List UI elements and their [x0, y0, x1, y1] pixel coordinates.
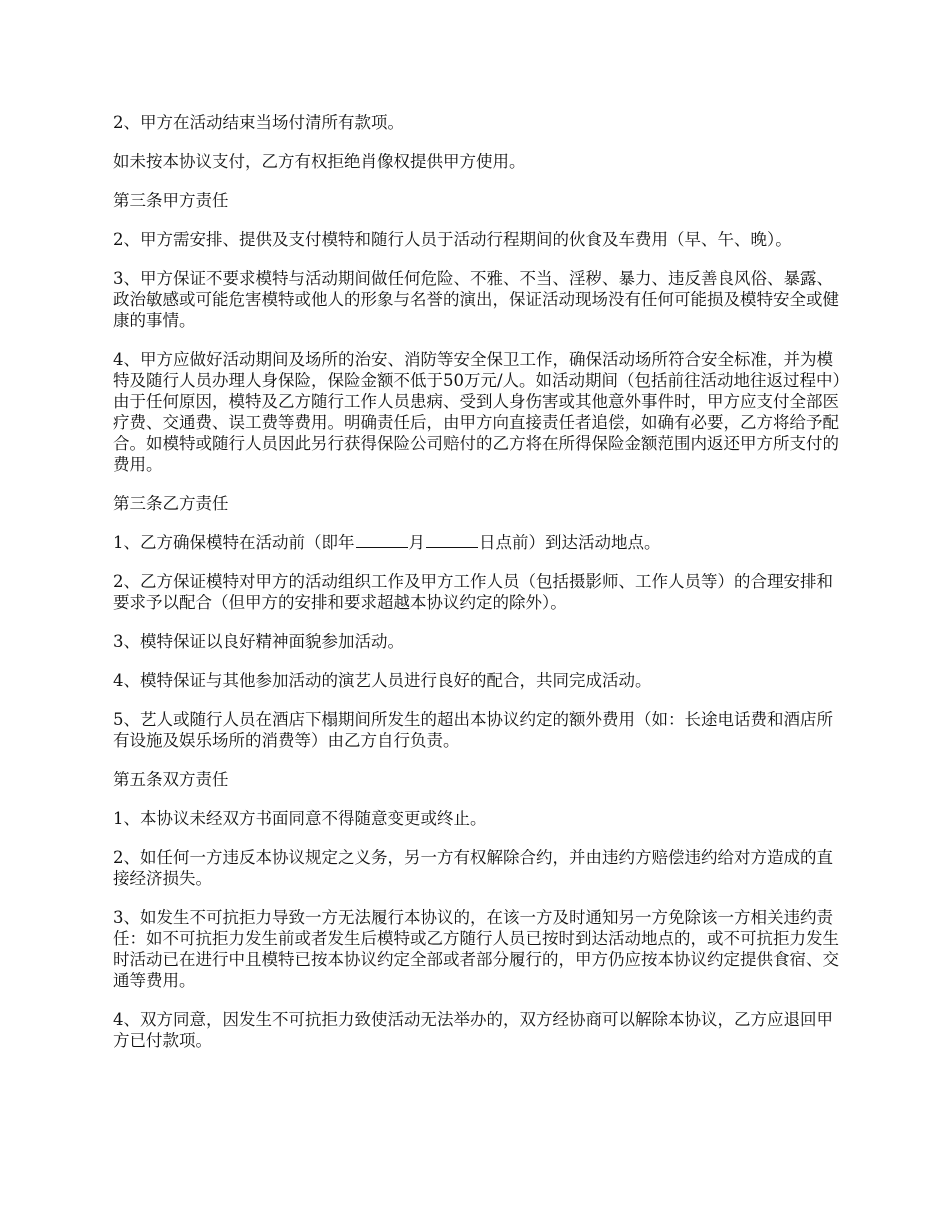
paragraph-b-arrival-time — [113, 532, 843, 553]
arrival-suffix: 日点前）到达活动地点。 — [479, 533, 661, 552]
arrival-month: 月 — [408, 533, 425, 552]
paragraph-payment-on-site: 2、甲方在活动结束当场付清所有款项。 — [113, 113, 404, 132]
paragraph-b-cooperation: 2、乙方保证模特对甲方的活动组织工作及甲方工作人员（包括摄影师、工作人员等）的合理安排和要求予以配合（但甲方的安排和要求超越本协议约定的除外）。 — [113, 572, 833, 612]
paragraph-b-teamwork: 4、模特保证与其他参加活动的演艺人员进行良好的配合，共同完成活动。 — [113, 671, 652, 690]
paragraph-a-security-insurance: 4、甲方应做好活动期间及场所的治安、消防等安全保卫工作，确保活动场所符合安全标准，并为模特及随行人员办理人身保险，保险金额不低于50万元/人。如活动期间（包括前往活动地往返过程中）由于任何原因，模特及乙方随行工作人员患病、受到人身伤害或其他意外事件时，甲方应支付全部医疗费、交通费、误工费等费用。明确责任后，由甲方向直接责任者追偿，如确有必要，乙方将给予配合。如模特或随行人员因此另行获得保险公司赔付的乙方将在所得保险金额范围内返还甲方所支付的费用。 — [113, 350, 841, 474]
paragraph-mutual-no-change: 1、本协议未经双方书面同意不得随意变更或终止。 — [113, 809, 487, 828]
paragraph-portrait-refusal: 如未按本协议支付，乙方有权拒绝肖像权提供甲方使用。 — [113, 152, 526, 171]
paragraph-b-appearance: 3、模特保证以良好精神面貌参加活动。 — [113, 632, 404, 651]
paragraph-mutual-breach: 2、如任何一方违反本协议规定之义务，另一方有权解除合约，并由违约方赔偿违约给对方造成的直接经济损失。 — [113, 848, 833, 888]
paragraph-a-safety-guarantee: 3、甲方保证不要求模特与活动期间做任何危险、不雅、不当、淫秽、暴力、违反善良风俗、暴露、政治敏感或可能危害模特或他人的形象与名誉的演出，保证活动现场没有任何可能损及模特安全或健康的事情。 — [113, 269, 839, 330]
heading-party-b-duties: 第三条乙方责任 — [113, 494, 229, 513]
heading-party-a-duties: 第三条甲方责任 — [113, 191, 229, 210]
document-body — [113, 112, 843, 1069]
paragraph-mutual-cancellation: 4、双方同意，因发生不可抗拒力致使活动无法举办的，双方经协商可以解除本协议，乙方应退回甲方已付款项。 — [113, 1010, 833, 1050]
paragraph-b-extra-costs: 5、艺人或随行人员在酒店下榻期间所发生的超出本协议约定的额外费用（如：长途电话费和酒店所有设施及娱乐场所的消费等）由乙方自行负责。 — [113, 710, 833, 750]
paragraph-mutual-force-majeure: 3、如发生不可抗拒力导致一方无法履行本协议的，在该一方及时通知另一方免除该一方相关违约责任：如不可抗拒力发生前或者发生后模特或乙方随行人员已按时到达活动地点的，或不可抗拒力发生时活动已在进行中且模特已按本协议约定全部或者部分履行的，甲方仍应按本协议约定提供食宿、交通等费用。 — [113, 908, 839, 990]
paragraph-a-meals-transport: 2、甲方需安排、提供及支付模特和随行人员于活动行程期间的伙食及车费用（早、午、晚）。 — [113, 230, 792, 249]
heading-mutual-duties: 第五条双方责任 — [113, 770, 229, 789]
arrival-prefix: 1、乙方确保模特在活动前（即年 — [113, 533, 355, 552]
month-blank — [356, 533, 408, 548]
day-blank — [426, 533, 478, 548]
